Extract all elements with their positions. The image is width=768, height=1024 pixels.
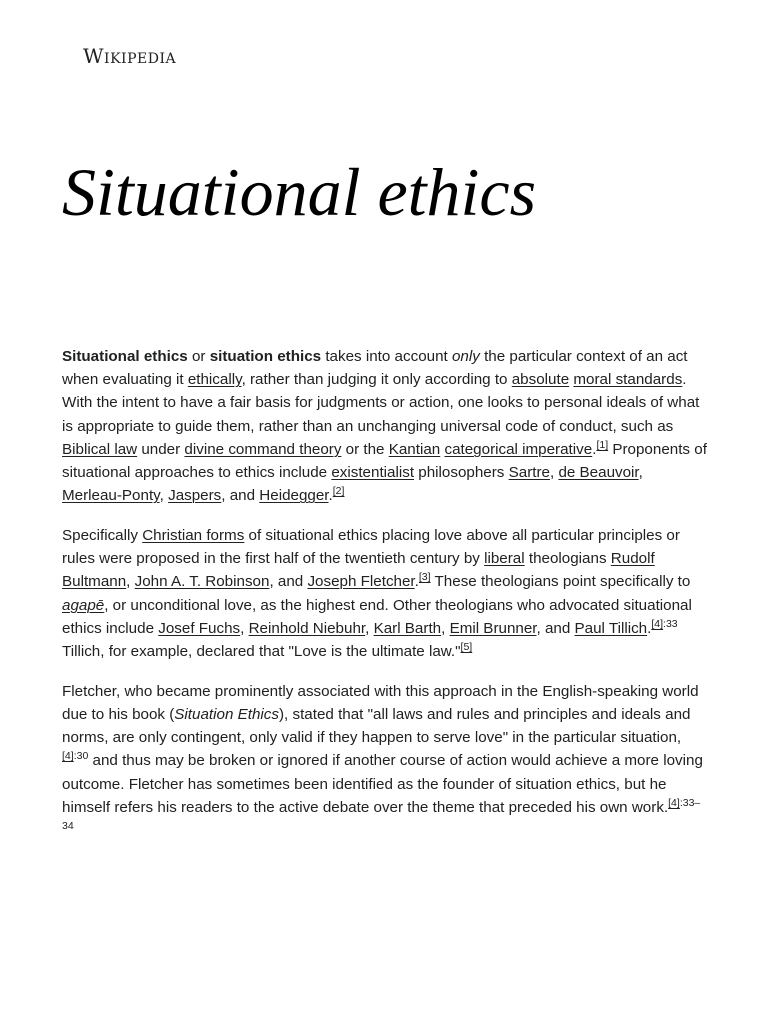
page-title: Situational ethics	[62, 154, 537, 230]
article-body	[62, 345, 707, 859]
link-karl-barth[interactable]: Karl Barth	[373, 619, 442, 637]
text: takes into account	[321, 348, 452, 365]
text: Fletcher, who became prominently associated with this approach in the English-speaking world due to his book (	[62, 682, 699, 724]
link-biblical-law[interactable]: Biblical law	[62, 440, 138, 458]
text: the particular context of an act when evaluating it	[62, 348, 688, 389]
text: .	[592, 440, 597, 458]
reference-link-5[interactable]: [5]	[460, 640, 473, 653]
bold-term: Situational ethics	[62, 348, 188, 365]
text: , and	[221, 487, 260, 505]
reference	[651, 618, 677, 630]
text: philosophers	[414, 464, 509, 482]
reference-link-2[interactable]: [2]	[332, 485, 345, 498]
link-emil-brunner[interactable]: Emil Brunner	[449, 619, 537, 637]
emphasis: Situation Ethics	[174, 706, 279, 724]
emphasis: only	[451, 348, 480, 365]
reference	[419, 571, 431, 583]
link-josef-fuchs[interactable]: Josef Fuchs	[158, 619, 241, 637]
reference-link-4[interactable]: [4]	[651, 617, 664, 630]
link-categorical-imperative[interactable]: categorical imperative	[444, 440, 593, 458]
link-paul-tillich[interactable]: Paul Tillich	[574, 619, 648, 637]
link-moral-standards[interactable]: moral standards	[573, 371, 683, 389]
text: and thus may be broken or ignored if another course of action would achieve a more loving outcome. Fletcher has sometimes been identified as the founder of situation ethics, but he himself refers his readers to the active debate over the theme that preceded his own work.	[62, 752, 703, 816]
text: Specifically	[62, 527, 143, 545]
text: ,	[638, 464, 643, 482]
reference-page: :30	[73, 750, 89, 763]
link-reinhold-niebuhr[interactable]: Reinhold Niebuhr	[248, 619, 366, 637]
text: Tillich, for example, declared that "Love is the ultimate law."	[62, 643, 461, 661]
link-merleau-ponty[interactable]: Merleau-Ponty	[62, 487, 160, 505]
link-existentialist[interactable]: existentialist	[331, 464, 415, 482]
text: ,	[126, 573, 135, 591]
link-christian-forms[interactable]: Christian forms	[142, 527, 245, 545]
text: , or unconditional love, as the highest end. Other theologians who advocated situational ethics include	[62, 596, 692, 637]
link-divine-command-theory[interactable]: divine command theory	[184, 440, 342, 458]
link-de-beauvoir[interactable]: de Beauvoir	[558, 464, 639, 482]
text: .	[328, 487, 333, 505]
text: or	[187, 348, 210, 365]
reference-page: :33–34	[62, 796, 701, 832]
reference-link-1[interactable]: [1]	[596, 438, 609, 451]
paragraph-1	[62, 345, 707, 507]
paragraph-3	[62, 680, 707, 842]
reference	[596, 439, 608, 451]
wikipedia-logo[interactable]: Wikipedia	[83, 44, 177, 68]
text: of situational ethics placing love above all particular principles or rules were proposed in the first half of the twentieth century by	[62, 527, 680, 568]
link-joseph-fletcher[interactable]: Joseph Fletcher	[307, 573, 415, 591]
text: Proponents of situational approaches to ethics include	[62, 440, 707, 482]
bold-term: situation ethics	[209, 348, 322, 365]
text: , and	[536, 619, 575, 637]
text: .	[647, 619, 652, 637]
reference-link-4[interactable]: [4]	[62, 750, 74, 763]
text: , rather than judging it only according to	[241, 371, 512, 389]
text: ), stated that "all laws and rules and principles and ideals and norms, are only contingent, only valid if they happen to serve love" in the particular situation,	[62, 706, 691, 747]
link-sartre[interactable]: Sartre	[508, 464, 550, 482]
link-heidegger[interactable]: Heidegger	[259, 487, 329, 505]
text: or the	[341, 440, 389, 458]
link-jaspers[interactable]: Jaspers	[168, 487, 222, 505]
link-john-robinson[interactable]: John A. T. Robinson	[134, 573, 270, 591]
reference	[62, 750, 88, 762]
text: ,	[549, 464, 559, 482]
link-kantian[interactable]: Kantian	[388, 440, 441, 458]
link-agape[interactable]	[62, 597, 104, 614]
reference-page: :33	[663, 617, 678, 630]
text: theologians	[524, 550, 611, 568]
reference	[333, 485, 345, 497]
reference-link-4[interactable]: [4]	[668, 796, 680, 809]
text: ,	[365, 619, 374, 637]
paragraph-2	[62, 524, 707, 663]
link-ethically[interactable]: ethically	[187, 371, 242, 389]
link-absolute[interactable]: absolute	[511, 371, 570, 389]
text: ,	[159, 487, 169, 505]
reference	[461, 641, 473, 653]
text: , and	[269, 573, 308, 591]
text: ,	[441, 619, 450, 637]
link-rudolf-bultmann[interactable]: Rudolf Bultmann	[62, 550, 655, 591]
text: under	[137, 440, 185, 458]
emphasis: agapē	[62, 596, 105, 614]
text: ,	[240, 619, 249, 637]
link-liberal[interactable]: liberal	[484, 550, 525, 568]
text: These theologians point specifically to	[430, 573, 691, 591]
text: .	[414, 573, 419, 591]
text: . With the intent to have a fair basis for judgments or action, one looks to personal ideals of what is appropriate to guide them, rather than an unchanging universal code of conduct, such as	[62, 371, 700, 435]
reference-link-3[interactable]: [3]	[418, 571, 431, 584]
